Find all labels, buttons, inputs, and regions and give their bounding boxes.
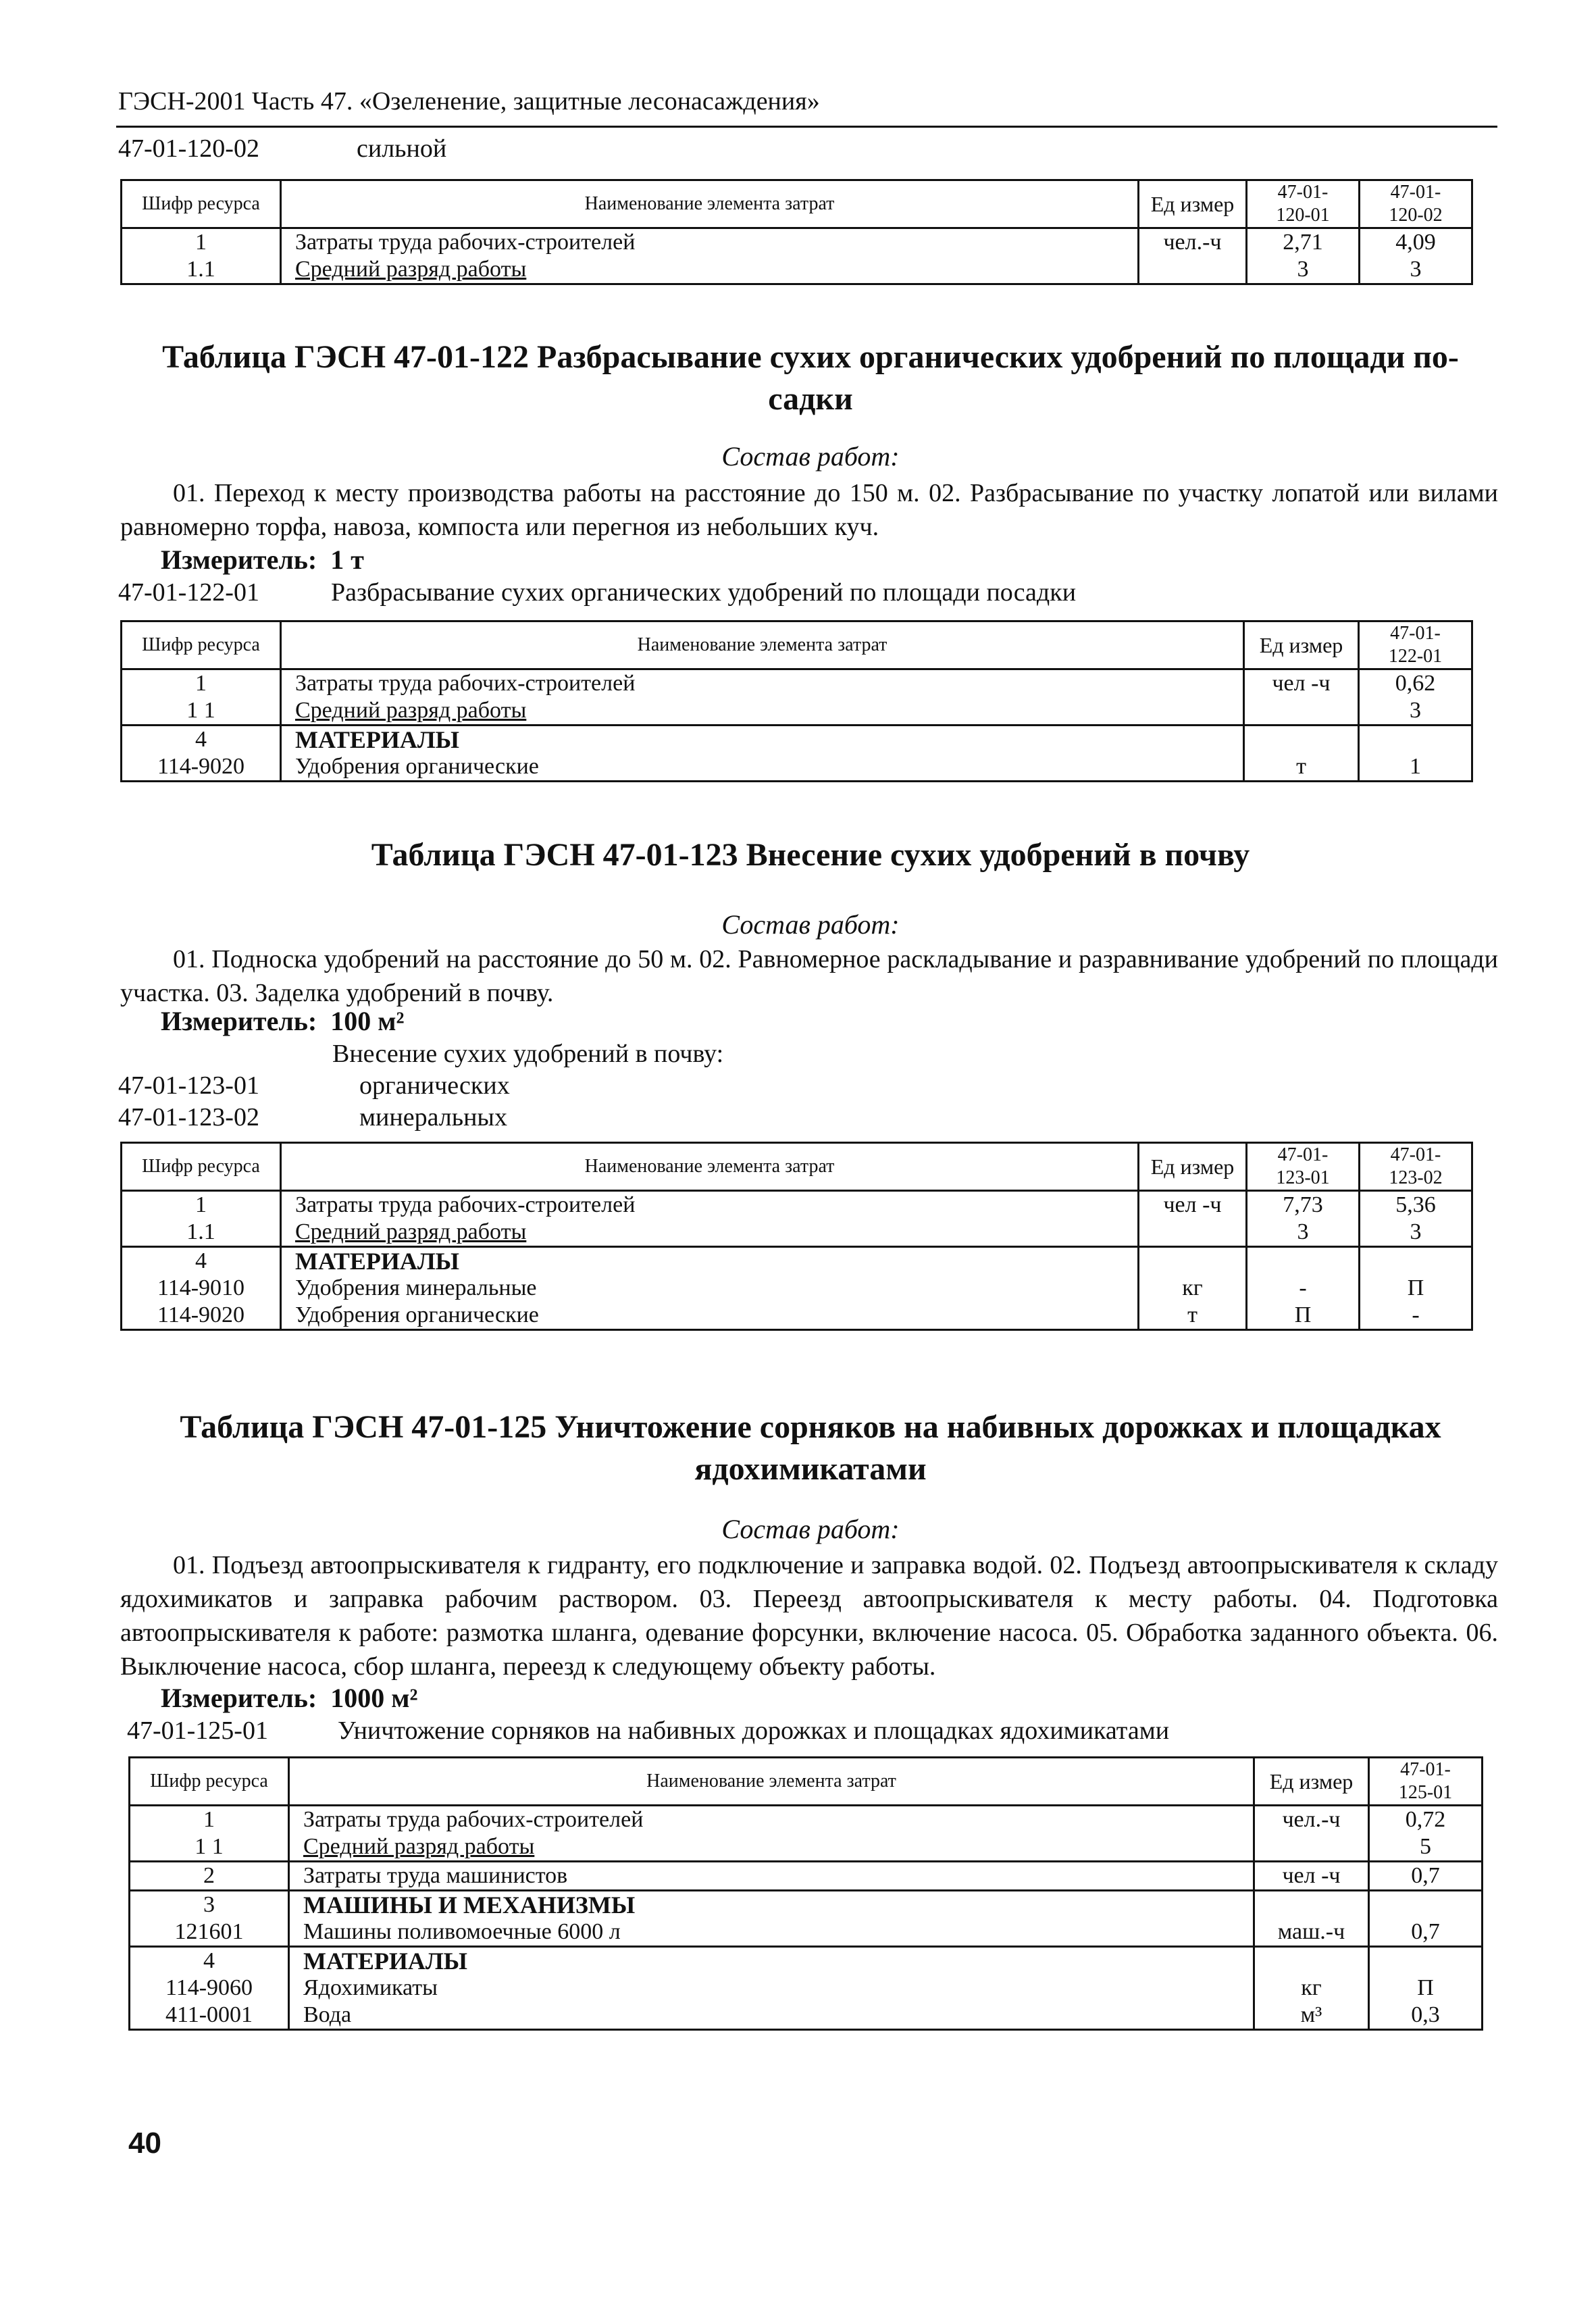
col-name: Наименование элемента затрат xyxy=(281,180,1139,228)
page-header: ГЭСН-2001 Часть 47. «Озеленение, защитные лесонасаждения» xyxy=(118,87,820,116)
table-row: 1 Затраты труда рабочих-строителей чел.-ч 0,72 xyxy=(130,1806,1483,1834)
section-title-125: Таблица ГЭСН 47-01-125 Уничтожение сорняков на набивных дорожках и площадках ядохимикатами xyxy=(180,1409,1441,1487)
table-row: 1 Затраты труда рабочих-строителей чел -ч 7,73 5,36 xyxy=(122,1191,1472,1219)
col-v1a: 47-01- xyxy=(1277,182,1329,203)
norm-desc: органических xyxy=(359,1071,510,1100)
measure-label: Измеритель: 1000 м² xyxy=(161,1683,418,1713)
work-description: 01. Подноска удобрений на расстояние до 50 м. 02. Равномерное раскладывание и разравнивание удобрений по площади участка. 03. Заделка удобрений в почву. xyxy=(120,945,1498,1007)
work-description: 01. Переход к месту производства работы на расстояние до 150 м. 02. Разбрасывание по участку лопатой или вилами равномерно торфа, навоза, компоста или перегноя из небольших куч. xyxy=(120,479,1498,541)
table-47-01-123: Шифр ресурса Наименование элемента затрат Ед измер 47-01- 123-01 47-01- 123-02 1 Затраты труда рабочих-строителей чел -ч 7,73 5,36 1.1 Средний разряд работы 3 3 4 МАТЕРИАЛЫ 114-9010 Удобрения минеральные кг - П 114-9020 Удобрения органические т П - xyxy=(120,1142,1473,1331)
measure-label: Измеритель: 1 т xyxy=(161,544,364,575)
group-intro: Внесение сухих удобрений в почву: xyxy=(332,1040,724,1068)
table-row: 3 МАШИНЫ И МЕХАНИЗМЫ xyxy=(130,1891,1483,1919)
table-47-01-120 xyxy=(120,179,1473,285)
sostav-label: Состав работ: xyxy=(721,909,900,940)
table-row: 4 МАТЕРИАЛЫ xyxy=(130,1947,1483,1975)
work-description: 01. Подъезд автоопрыскивателя к гидранту, его подключение и заправка водой. 02. Подъезд автоопрыскивателя к складу ядохимикатов и заправка рабочим раствором. 03. Переезд автоопрыскивателя к месту работы. 04. Подготовка автоопрыскивателя к работе: размотка шланга, одевание форсунки, включение насоса. 05. Обработка заданного объекта. 06. Выключение насоса, сбор шланга, переезд к следующему объекту работы. xyxy=(120,1551,1498,1681)
col-code: Шифр ресурса xyxy=(122,180,281,228)
sostav-label: Состав работ: xyxy=(721,1514,900,1544)
norm-code: 47-01-120-02 xyxy=(118,134,259,163)
measure-label: Измеритель: 100 м² xyxy=(161,1006,405,1036)
table-47-01-125: Шифр ресурса Наименование элемента затрат Ед измер 47-01- 125-01 1 Затраты труда рабочих-строителей чел.-ч 0,72 1 1 Средний разряд работы 5 2 Затраты труда машинистов чел -ч 0,7 3 МАШИНЫ И МЕХАНИЗМЫ 121601 Машины поливомоечные 6000 л маш.-ч 0,7 4 МАТЕРИАЛЫ 114-9060 Ядохимикаты кг П 411-0001 Вода м³ 0,3 xyxy=(128,1756,1483,2031)
table-row: 1 Затраты труда рабочих-строителей чел.-ч 2,71 4,09 xyxy=(122,228,1472,257)
table-row: 1.1 Средний разряд работы 3 3 xyxy=(122,256,1472,284)
table-row: 411-0001 Вода м³ 0,3 xyxy=(130,2002,1483,2030)
sostav-label: Состав работ: xyxy=(721,441,900,472)
table-row: 114-9060 Ядохимикаты кг П xyxy=(130,1975,1483,2002)
table-row: 1 Затраты труда рабочих-строителей чел -ч 0,62 xyxy=(122,669,1472,698)
col-v2a: 47-01- xyxy=(1390,182,1441,203)
table-row: 114-9020 Удобрения органические т П - xyxy=(122,1302,1472,1330)
norm-code: 47-01-123-02 xyxy=(118,1103,259,1132)
table-row: 2 Затраты труда машинистов чел -ч 0,7 xyxy=(130,1862,1483,1891)
col-unit: Ед измер xyxy=(1139,180,1247,228)
col-v2b: 120-02 xyxy=(1389,205,1443,226)
table-row: 4 МАТЕРИАЛЫ xyxy=(122,726,1472,754)
table-row: 1.1 Средний разряд работы 3 3 xyxy=(122,1219,1472,1247)
col-v1b: 120-01 xyxy=(1276,205,1330,226)
norm-desc: Уничтожение сорняков на набивных дорожках и площадках ядохимикатами xyxy=(338,1717,1170,1745)
norm-desc: сильной xyxy=(357,134,447,163)
norm-code: 47-01-122-01 xyxy=(118,578,259,607)
norm-desc: минеральных xyxy=(359,1103,507,1132)
norm-code: 47-01-123-01 xyxy=(118,1071,259,1100)
table-row: 121601 Машины поливомоечные 6000 л маш.-ч 0,7 xyxy=(130,1918,1483,1947)
section-title-122: Таблица ГЭСН 47-01-122 Разбрасывание сухих органических удобрений по площади по- садки xyxy=(162,339,1459,417)
page-number: 40 xyxy=(128,2127,161,2160)
header-rule xyxy=(116,126,1497,128)
table-row: 1 1 Средний разряд работы 5 xyxy=(130,1833,1483,1862)
table-row: 114-9020 Удобрения органические т 1 xyxy=(122,753,1472,782)
table-row: 4 МАТЕРИАЛЫ xyxy=(122,1247,1472,1275)
table-row: 1 1 Средний разряд работы 3 xyxy=(122,697,1472,726)
section-title-123: Таблица ГЭСН 47-01-123 Внесение сухих удобрений в почву xyxy=(371,837,1250,873)
norm-desc: Разбрасывание сухих органических удобрений по площади посадки xyxy=(331,578,1077,607)
norm-code: 47-01-125-01 xyxy=(127,1717,268,1745)
table-47-01-122: Шифр ресурса Наименование элемента затрат Ед измер 47-01- 122-01 1 Затраты труда рабочих-строителей чел -ч 0,62 1 1 Средний разряд работы 3 4 МАТЕРИАЛЫ 114-9020 Удобрения органические т 1 xyxy=(120,620,1473,782)
table-row: 114-9010 Удобрения минеральные кг - П xyxy=(122,1275,1472,1302)
